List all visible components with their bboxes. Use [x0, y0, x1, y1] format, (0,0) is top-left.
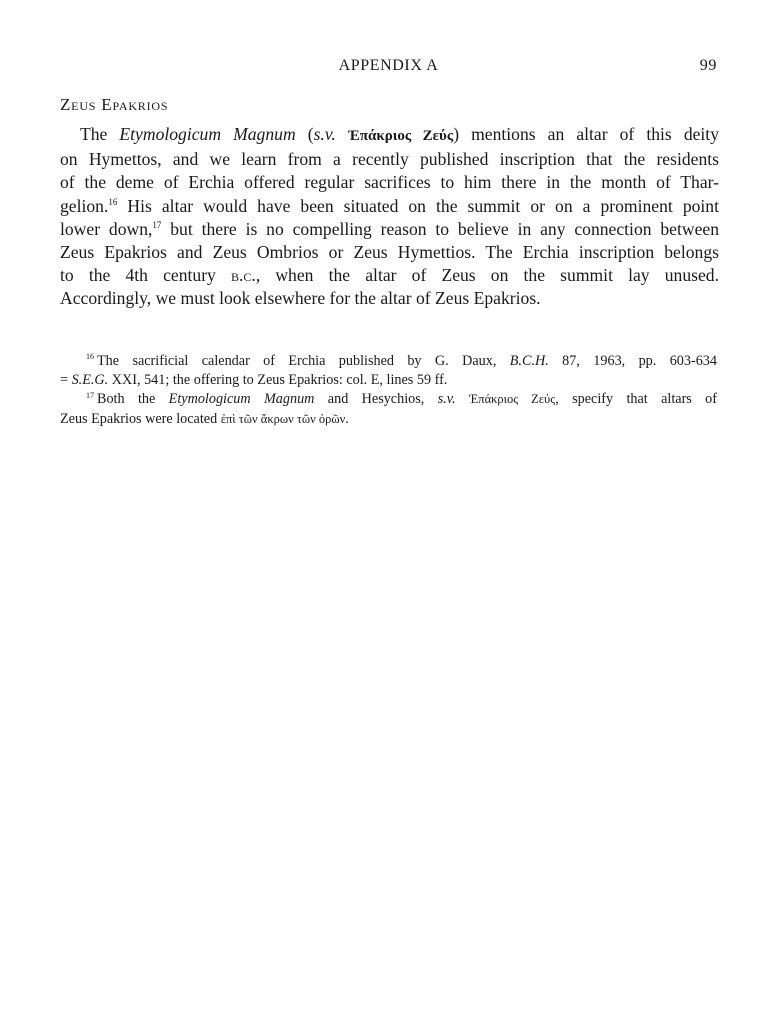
page-number: 99	[699, 57, 717, 74]
text-line: of the deme of Erchia offered regular sacrifices to him there in the month of Thar-	[60, 172, 719, 193]
work-title: Etymologicum Magnum	[119, 124, 296, 144]
text-line: The Etymologicum Magnum (s.v. Ἐπάκριος Ζεύς) mentions an altar of this deity	[80, 124, 719, 144]
footnote-ref-17[interactable]: 17	[152, 219, 162, 230]
running-title: APPENDIX A	[338, 57, 439, 74]
footnote-ref-16[interactable]: 16	[108, 196, 118, 207]
text-line: lower down,$^{17}$ but there is no compelling reason to believe in any connection between	[60, 218, 719, 239]
text-line: to the 4th century b.c., when the altar of Zeus on the summit lay unused.	[60, 265, 719, 286]
footnotes	[60, 352, 717, 429]
greek-term: Ἐπάκριος Ζεύς	[347, 128, 454, 144]
text-line: Accordingly, we must look elsewhere for the altar of Zeus Epakrios.	[60, 288, 541, 309]
running-head	[60, 57, 717, 79]
footnote-17-cont: Zeus Epakrios were located ἐπὶ τῶν ἄκρων τῶν ὀρῶν.	[60, 410, 349, 427]
text-line: Zeus Epakrios and Zeus Ombrios or Zeus Hymettios. The Erchia inscription belongs	[60, 242, 719, 263]
footnote-17: $^{17}$ Both the Etymologicum Magnum and Hesychios, s.v. Ἐπάκριος Ζεύς, specify that altars of	[86, 390, 717, 408]
footnote-16-cont: = S.E.G. XXI, 541; the offering to Zeus Epakrios: col. E, lines 59 ff.	[60, 372, 448, 389]
text-line: on Hymettos, and we learn from a recently published inscription that the residents	[60, 149, 719, 170]
body-paragraph	[60, 123, 719, 311]
text-line: gelion.$^{16}$ His altar would have been situated on the summit or on a prominent point	[60, 195, 719, 216]
section-heading: Zeus Epakrios	[60, 95, 169, 114]
footnote-16: $^{16}$ The sacrificial calendar of Erchia published by G. Daux, B.C.H. 87, 1963, pp. 603-634	[86, 352, 717, 369]
